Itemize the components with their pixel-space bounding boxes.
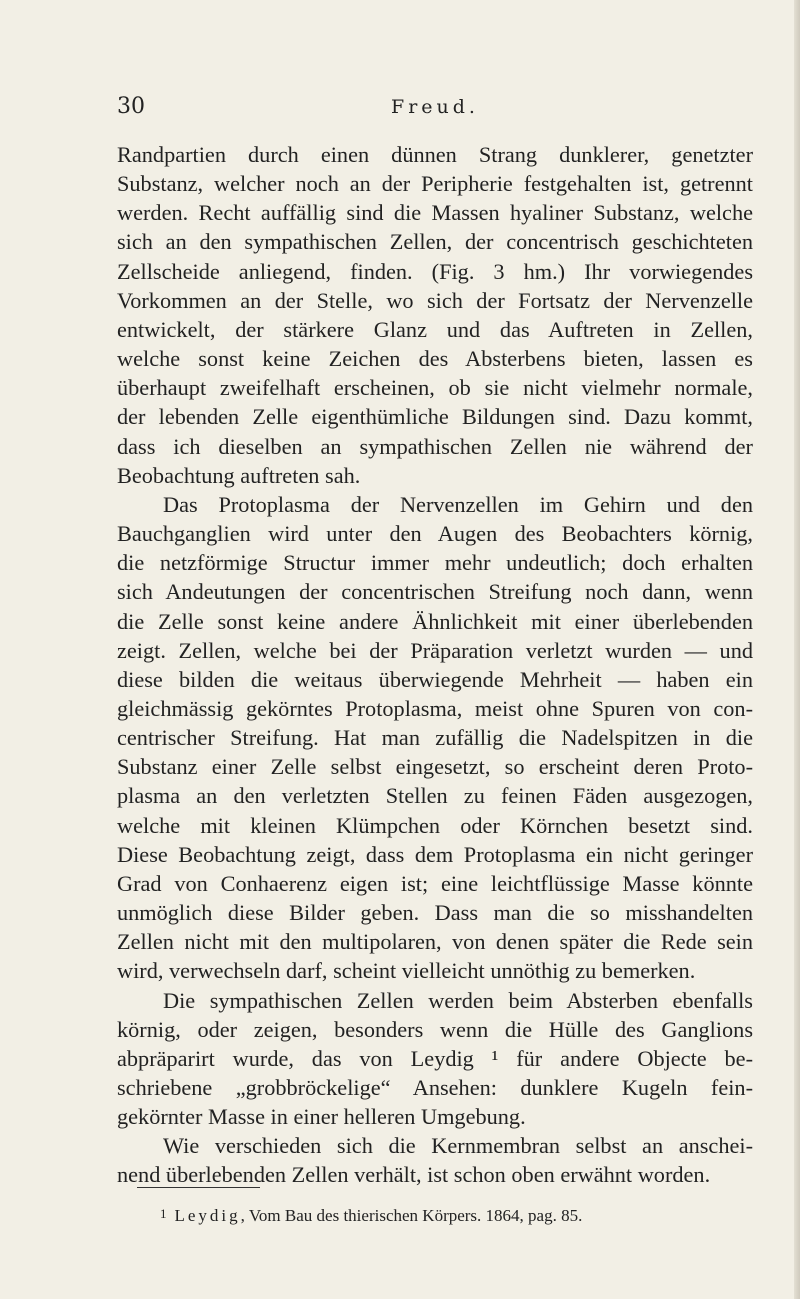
text-line: Substanz, welcher noch an der Peripherie festgehalten ist, getrennt <box>117 171 753 197</box>
text-line: welche mit kleinen Klümpchen oder Körnchen besetzt sind. <box>117 812 753 838</box>
text-line: wird, verwechseln darf, scheint vielleicht unnöthig zu bemerken. <box>117 958 696 984</box>
text-line: plasma an den verletzten Stellen zu feinen Fäden ausgezogen, <box>117 783 753 809</box>
text-line: Vorkommen an der Stelle, wo sich der Fortsatz der Nervenzelle <box>117 287 753 313</box>
text-line: Substanz einer Zelle selbst eingesetzt, so erscheint deren Proto- <box>117 754 753 780</box>
text-line: Wie verschieden sich die Kernmembran selbst an anschei- <box>163 1133 753 1159</box>
text-line: Beobachtung auftreten sah. <box>117 462 361 488</box>
page-number: 30 <box>117 94 145 119</box>
text-line: werden. Recht auffällig sind die Massen hyaliner Substanz, welche <box>117 200 753 226</box>
text-line: Bauchganglien wird unter den Augen des Beobachters körnig, <box>117 521 753 547</box>
body-text <box>117 140 753 1190</box>
footnote-author: Leydig <box>174 1206 241 1225</box>
footnote <box>160 1206 760 1226</box>
footnote-text: , Vom Bau des thierischen Körpers. 1864, pag. 85. <box>240 1206 583 1225</box>
text-line: unmöglich diese Bilder geben. Dass man die so misshandelten <box>117 900 753 926</box>
text-line: Das Protoplasma der Nervenzellen im Gehirn und den <box>163 491 753 517</box>
running-head: Freud. <box>391 96 479 118</box>
paragraph-2 <box>117 490 753 986</box>
text-line: die Zelle sonst keine andere Ähnlichkeit mit einer überlebenden <box>117 608 753 634</box>
text-line: Grad von Conhaerenz eigen ist; eine leichtflüssige Masse könnte <box>117 870 753 896</box>
text-line: dass ich dieselben an sympathischen Zellen nie während der <box>117 433 753 459</box>
text-line: Diese Beobachtung zeigt, dass dem Protoplasma ein nicht geringer <box>117 841 753 867</box>
text-line: zeigt. Zellen, welche bei der Präparation verletzt wurden — und <box>117 637 753 663</box>
text-line: schriebene „grobbröckelige“ Ansehen: dunklere Kugeln fein- <box>117 1075 753 1100</box>
text-line: entwickelt, der stärkere Glanz und das Auftreten in Zellen, <box>117 316 753 342</box>
text-line: körnig, oder zeigen, besonders wenn die Hülle des Ganglions <box>117 1016 753 1042</box>
text-line: centrischer Streifung. Hat man zufällig die Nadelspitzen in die <box>117 725 753 751</box>
text-line: gekörnter Masse in einer helleren Umgebung. <box>117 1104 526 1130</box>
page-header <box>117 94 753 124</box>
text-line: Randpartien durch einen dünnen Strang dunklerer, genetzter <box>117 142 753 167</box>
paragraph-4 <box>117 1131 753 1189</box>
text-line: Zellen nicht mit den multipolaren, von denen später die Rede sein <box>117 929 753 955</box>
text-line: der lebenden Zelle eigenthümliche Bildungen sind. Dazu kommt, <box>117 404 753 430</box>
text-line: die netzförmige Structur immer mehr undeutlich; doch erhalten <box>117 550 753 576</box>
text-line: gleichmässig gekörntes Protoplasma, meist ohne Spuren von con- <box>117 695 753 721</box>
text-line: Die sympathischen Zellen werden beim Absterben ebenfalls <box>163 987 753 1013</box>
page-edge <box>794 0 800 1299</box>
text-line: welche sonst keine Zeichen des Absterbens bieten, lassen es <box>117 346 753 372</box>
footnote-rule <box>137 1187 260 1188</box>
text-line: abpräparirt wurde, das von Leydig ¹ für andere Objecte be- <box>117 1045 753 1071</box>
text-line: Zellscheide anliegend, finden. (Fig. 3 hm.) Ihr vorwiegendes <box>117 258 753 284</box>
text-line: sich Andeutungen der concentrischen Streifung noch dann, wenn <box>117 579 753 605</box>
text-line: überhaupt zweifelhaft erscheinen, ob sie nicht vielmehr normale, <box>117 375 753 401</box>
paragraph-3 <box>117 986 753 1132</box>
paragraph-1 <box>117 140 753 490</box>
text-line: diese bilden die weitaus überwiegende Mehrheit — haben ein <box>117 666 753 692</box>
text-line: sich an den sympathischen Zellen, der concentrisch geschichteten <box>117 229 753 255</box>
footnote-mark: 1 <box>160 1206 167 1221</box>
text-line: nend überlebenden Zellen verhält, ist schon oben erwähnt worden. <box>117 1162 711 1188</box>
